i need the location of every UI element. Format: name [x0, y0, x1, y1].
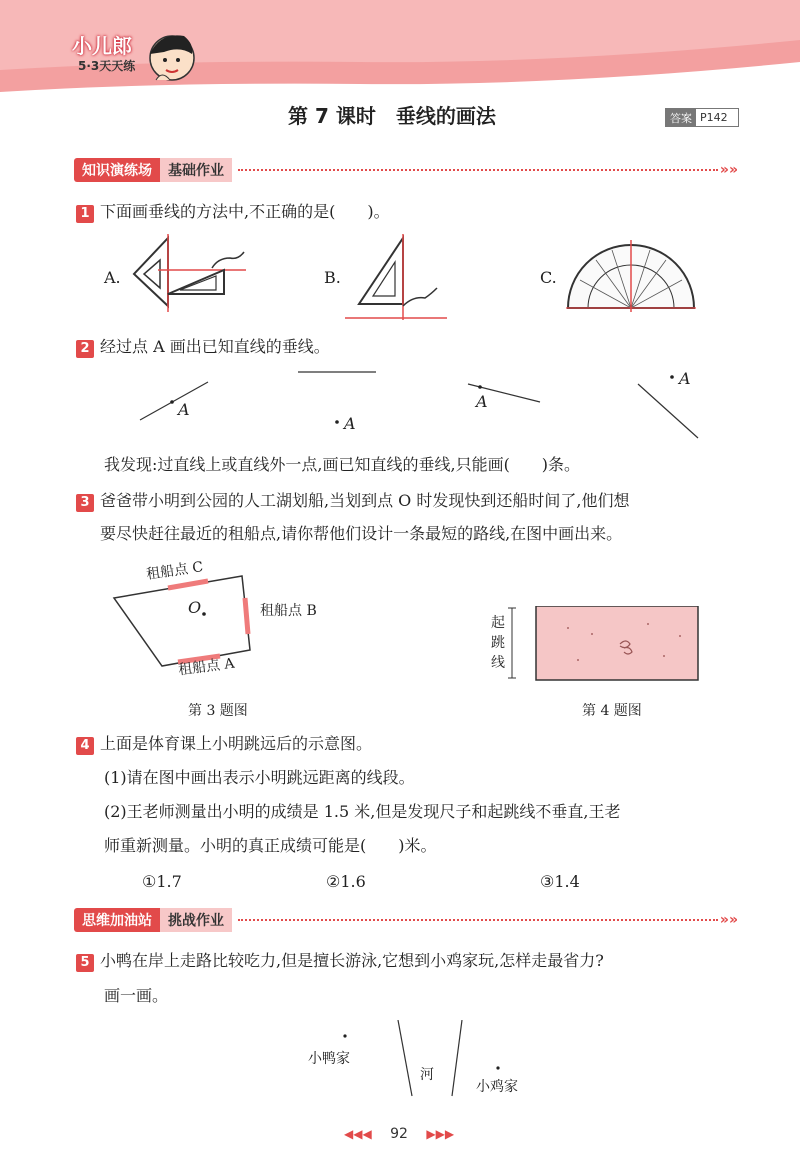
question-number: 1 [76, 205, 94, 223]
start-line-label-3: 线 [491, 655, 505, 671]
figure-3-caption: 第 3 题图 [188, 703, 248, 719]
answer-page: P142 [700, 111, 728, 124]
question-text: 上面是体育课上小明跳远后的示意图。 [100, 734, 373, 753]
question-1 [76, 202, 390, 223]
section-name: 挑战作业 [160, 908, 232, 932]
section-divider [238, 919, 718, 921]
question-number: 4 [76, 737, 94, 755]
question-number: 2 [76, 340, 94, 358]
answer-reference [665, 108, 739, 127]
point-o-label: O [188, 598, 202, 617]
chevrons-right-icon: »» [719, 162, 738, 178]
section-name: 基础作业 [160, 158, 232, 182]
question-4 [76, 734, 372, 755]
section-basic [74, 158, 738, 182]
question-text: 爸爸带小明到公园的人工湖划船,当划到点 O 时发现快到还船时间了,他们想 [100, 491, 630, 510]
left-arrows-icon: ◀◀◀ [344, 1127, 372, 1141]
figure-4-caption: 第 4 题图 [582, 703, 642, 719]
choice-2: ②1.6 [326, 872, 366, 891]
logo-title: 小儿郎 [72, 34, 132, 58]
question-text: 经过点 A 画出已知直线的垂线。 [100, 337, 330, 356]
page-number: 92 [390, 1126, 408, 1142]
point-label: A [344, 414, 356, 433]
rental-spot-c: 租船点 C [145, 559, 205, 583]
q2-discovery: 我发现:过直线上或直线外一点,画已知直线的垂线,只能画( )条。 [104, 455, 581, 474]
rental-spot-a: 租船点 A [177, 655, 236, 679]
right-arrows-icon: ▶▶▶ [426, 1127, 455, 1141]
option-b-label: B. [324, 268, 341, 287]
section-tag: 思维加油站 [74, 908, 160, 932]
option-b-figure [345, 234, 455, 324]
option-a-figure [128, 234, 248, 314]
point-label: A [679, 369, 691, 388]
start-line-label-1: 起 [491, 615, 505, 631]
question-5 [76, 951, 604, 972]
chevrons-right-icon: »» [719, 912, 738, 928]
q4-sub2-line2: 师重新测量。小明的真正成绩可能是( )米。 [104, 836, 437, 855]
choice-1: ①1.7 [142, 872, 182, 891]
question-text: 小鸭在岸上走路比较吃力,但是擅长游泳,它想到小鸡家玩,怎样走最省力? [100, 951, 604, 970]
section-tag: 知识演练场 [74, 158, 160, 182]
duck-home-label: 小鸭家 [308, 1051, 350, 1067]
option-c-figure [566, 240, 696, 312]
chick-home-label: 小鸡家 [476, 1079, 518, 1095]
sandpit-figure [508, 606, 700, 682]
question-3-line2: 要尽快赶往最近的租船点,请你帮他们设计一条最短的路线,在图中画出来。 [100, 524, 623, 543]
question-5-line2: 画一画。 [104, 986, 169, 1005]
question-2 [76, 337, 330, 358]
point-label: A [178, 400, 190, 419]
logo-subtitle: 5·3天天练 [78, 59, 136, 73]
river-label: 河 [420, 1067, 434, 1083]
question-number: 3 [76, 494, 94, 512]
choice-3: ③1.4 [540, 872, 580, 891]
q4-sub1: (1)请在图中画出表示小明跳远距离的线段。 [104, 768, 415, 787]
question-number: 5 [76, 954, 94, 972]
section-divider [238, 169, 718, 171]
question-3 [76, 491, 629, 512]
answer-label: 答案 [666, 109, 696, 126]
page-footer [344, 1126, 454, 1142]
option-c-label: C. [540, 268, 557, 287]
q2-figures [130, 364, 710, 444]
rental-spot-b: 租船点 B [260, 603, 317, 619]
point-label: A [476, 392, 488, 411]
option-a-label: A. [104, 268, 121, 287]
section-challenge [74, 908, 738, 932]
start-line-label-2: 跳 [491, 635, 505, 651]
question-text: 下面画垂线的方法中,不正确的是( )。 [100, 202, 390, 221]
q4-sub2: (2)王老师测量出小明的成绩是 1.5 米,但是发现尺子和起跳线不垂直,王老 [104, 802, 621, 821]
page-title: 第 7 课时 垂线的画法 [288, 104, 496, 128]
